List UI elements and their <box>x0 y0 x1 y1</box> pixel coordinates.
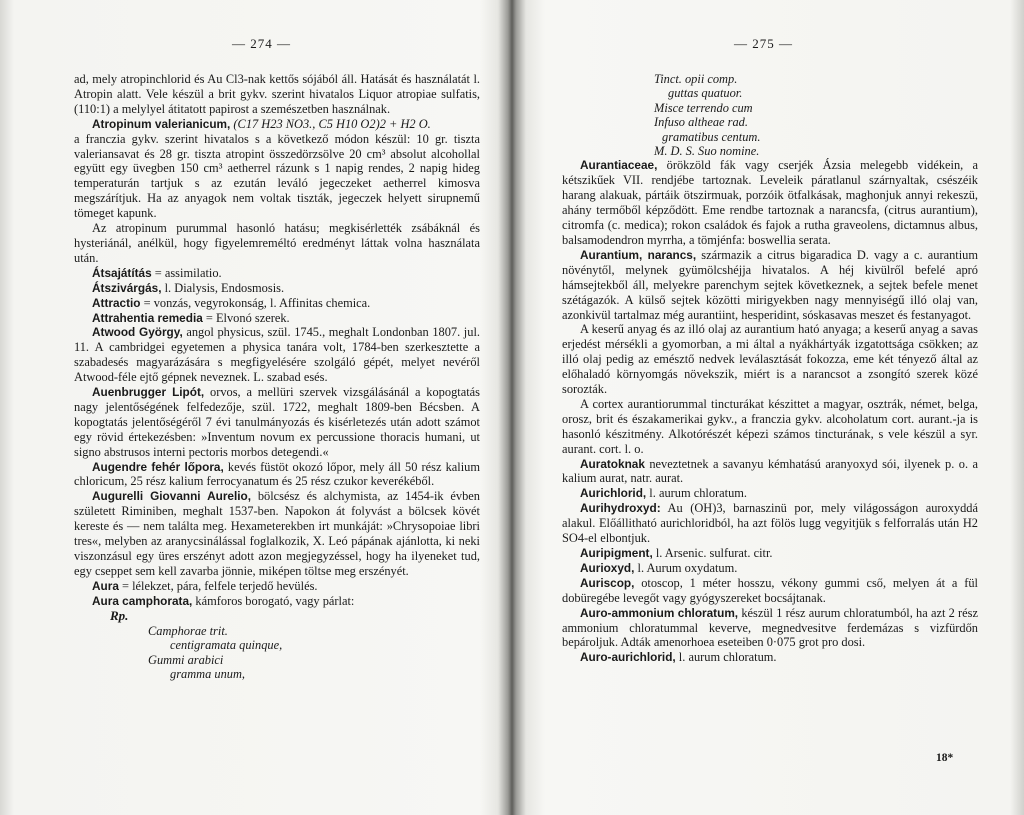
entry-heading: Auripigment, <box>580 546 653 560</box>
page-number: — 274 — <box>232 36 291 51</box>
entry-attrahentia <box>74 311 480 326</box>
rp-label: Rp. <box>110 607 129 623</box>
entry-heading: Aurichlorid, <box>580 486 647 501</box>
entry-text: kevés füstöt okozó lőpor, mely áll 50 rész kalium chloricum, 25 rész kalium ferrocyanatum és 25 rész czukor keverékéből. <box>74 459 480 489</box>
entry-auratoknak <box>562 457 978 487</box>
entry-heading: Augendre fehér lőpora, <box>92 459 224 474</box>
entry-heading: Atwood György, <box>92 325 183 340</box>
left-text-column <box>74 72 480 682</box>
paragraph: a franczia gykv. szerint hivatalos s a következő módon készül: 10 gr. tiszta valeriansavat és 28 gr. tiszta atropint összedörzsölve 20 cm³ absolut alcohollal együtt egy üvegben 150 cm³ aetherrel rázunk s 1 napig rendes, 2 napig hideg temperaturán tartjuk s az ezután leváló jegeczeket aetherrel kimosva megszárítjuk. Ha az anyagok nem voltak tiszták, jegeczek helyett sirupnemű tömeget kapunk. <box>74 131 480 221</box>
entry-atszivargas <box>74 281 480 296</box>
recipe-symbol <box>74 609 480 624</box>
entry-auenbrugger <box>74 385 480 460</box>
paragraph: A keserű anyag és az illó olaj az aurantium ható anyaga; a keserű anyag a savas erjedést mérsékli a gyomorban, a mi által a nyákhártyák izgatottsága csökken; az illó olaj pedig az emésztő nedvek leválasztását fokozza, eme két tényező által az előhaladó környomgás növekszik, miért is a narancsot a zsongító szerek közé sorozták. <box>562 322 978 397</box>
entry-aurihydroxyd <box>562 501 978 546</box>
paragraph: A cortex aurantiorummal tincturákat készittet a magyar, osztrák, német, belga, orosz, brit és északamerikai gykv., a franczia gykv. alcoholatum cort. aurant.-ja is hasonló készitmény. Alkotórészét képezi számos tincturának, s vele készül a syr. aurant. cort. l. o. <box>562 396 978 456</box>
entry-augendre <box>74 460 480 490</box>
recipe-line: gramatibus centum. <box>662 129 761 144</box>
entry-heading: Atropinum valerianicum, <box>92 116 231 131</box>
entry-heading: Aurantium, narancs, <box>580 247 697 262</box>
entry-auriscop <box>562 576 978 606</box>
entry-atsajatitas <box>74 266 480 281</box>
entry-auro-ammonium <box>562 606 978 651</box>
entry-heading: Auratoknak <box>580 456 645 471</box>
entry-text: = vonzás, vegyrokonság, l. Affinitas chemica. <box>140 295 371 310</box>
entry-text: neveztetnek a savanyu kémhatású aranyoxyd sói, ilyenek p. o. a kalium aurat, natr. aurat. <box>562 456 978 486</box>
entry-heading: Auro-aurichlorid, <box>580 650 676 665</box>
entry-text: l. Arsenic. sulfurat. citr. <box>652 546 773 560</box>
entry-text: = lélekzet, pára, felfele terjedő hevülés. <box>118 578 318 593</box>
recipe-line: Infuso altheae rad. <box>654 115 748 130</box>
entry-heading: Attrahentia remedia <box>92 310 203 325</box>
entry-text: készül 1 rész aurum chloratumból, ha azt 2 rész ammonium chloratummal keverve, megnedvesitve ferdemázas s vizfürdőn bepároljuk. Adták amenorhoea eseteiben 0·075 grot pro dosi. <box>562 605 978 650</box>
entry-aurichlorid <box>562 486 978 501</box>
recipe-line: Camphorae trit. <box>148 623 228 638</box>
entry-heading: Aurantiaceae, <box>580 158 658 173</box>
entry-heading: Aura <box>92 578 119 593</box>
entry-heading: Auenbrugger Lipót, <box>92 385 205 400</box>
entry-heading: Aurioxyd, <box>580 560 635 575</box>
entry-text: angol physicus, szül. 1745., meghalt Londonban 1807. jul. 11. A cambridgei egyetemen a physica tanára volt, 1784-ben szerkesztette a szabadesés magyarázására s megfigyelésére szolgáló gépét, melyet nevéről Atwood-féle ejtő gépnek neveznek. L. szabad esés. <box>74 325 480 385</box>
entry-heading: Átszivárgás, <box>92 280 162 295</box>
printer-signature-mark: 18* <box>936 752 954 764</box>
recipe-line: M. D. S. Suo nomine. <box>654 144 760 159</box>
entry-text: származik a citrus bigaradica D. vagy a c. aurantium növénytől, melynek gyümölcshéjja hivatalos. A héj kivülről befelé apró hámsejtekből áll, melyekre parenchym sejtek következnek, a sejtek befele menet szétágazók. A külső sejtek közötti mirigyekben nagy mennyiségű illó olaj van, azonkivül tartalmaz még aurantiint, hesperidint, sóskasavas meszet és festanyagot. <box>562 247 978 322</box>
right-page <box>512 0 1024 815</box>
entry-heading: Aura camphorata, <box>92 593 193 608</box>
entry-text: bölcsész és alchymista, az 1454-ik évben született Riminiben, meghalt 1537-ben. Napokon át folyvást a bölcsek kövét kereste és — nem találta meg. Hexameterekben irt munkáját: »Chrysopoiae libri tres«, melyben az aranycsinálással foglalkozik, X. Leó pápának ajánlotta, ki neki viszonzásul egy üres erszényt adott azon megjegyzéssel, hogy ha ilyeneket tud, egy cseppet sem kell zavarba jönnie, miképen töltse meg erszényét. <box>74 489 480 578</box>
entry-atwood <box>74 325 480 385</box>
entry-attractio <box>74 296 480 311</box>
entry-text: örökzöld fák vagy cserjék Ázsia melegebb vidékein, a kétszikűek VII. rendjébe tartoznak. Leveleik páratlanul szárnyaltak, csészéik harang alakuak, pártáik ötszirmuak, porzóik ötfalkásak, maghonjuk annyi rekeszü, ahány termőből képződött. Eme rendbe tartoznak a narancsfa, (citrus aurantium), citromfa (c. medica); rokon családok és fajok a rutha graveolens, dictamnus albus, balsamodendron myrrha, a tömjénfa: boswellia serata. <box>562 158 978 247</box>
entry-text: l. Dialysis, Endosmosis. <box>161 280 285 295</box>
entry-augurelli <box>74 489 480 578</box>
chemical-formula: (C17 H23 NO3., C5 H10 O2)2 + H2 O. <box>230 116 431 131</box>
entry-atropinum-valerianicum <box>74 117 480 132</box>
entry-aurantium <box>562 248 978 323</box>
entry-text: = assimilatio. <box>151 265 222 280</box>
entry-text: kámforos borogató, vagy párlat: <box>192 593 355 608</box>
paragraph: ad, mely atropinchlorid és Au Cl3-nak kettős sójából áll. Hatását és használatát l. Atropin alatt. Vele készül a brit gykv. szerint hivatalos Liquor atropiae sulfatis, (110:1) a melylyel átitatott papirost a szemészetben használnak. <box>74 72 480 116</box>
entry-text: = Elvonó szerek. <box>202 310 290 325</box>
entry-heading: Attractio <box>92 295 141 310</box>
entry-aura <box>74 579 480 594</box>
recipe-line: centigramata quinque, <box>170 638 283 653</box>
recipe-line: Gummi arabici <box>148 652 224 667</box>
entry-heading: Átsajátítás <box>92 265 152 280</box>
entry-text: l. Aurum oxydatum. <box>634 560 738 575</box>
entry-heading: Aurihydroxyd: <box>580 501 661 516</box>
entry-auripigment <box>562 546 978 561</box>
recipe-line: Misce terrendo cum <box>654 100 753 115</box>
page-number: — 275 — <box>734 36 793 51</box>
recipe-line: Tinct. opii comp. <box>654 72 738 86</box>
entry-text: l. aurum chloratum. <box>646 486 748 501</box>
recipe-line: guttas quatuor. <box>668 86 743 101</box>
entry-auro-aurichlorid <box>562 650 978 665</box>
entry-heading: Auro-ammonium chloratum, <box>580 605 739 620</box>
entry-aurantiaceae <box>562 158 978 247</box>
entry-text: otoscop, 1 méter hosszu, vékony gummi cső, melyen át a fül dobüregébe levegőt vagy gyógyszereket bocsájtanak. <box>562 575 978 605</box>
entry-aura-camphorata <box>74 594 480 609</box>
entry-heading: Auriscop, <box>580 575 635 590</box>
entry-text: l. aurum chloratum. <box>675 650 777 665</box>
entry-text: orvos, a mellüri szervek vizsgálásánál a kopogtatás nagy jelentőségének felfedezője, szül. 1722, meghalt 1809-ben Bécsben. A kopogtatás jelentőségéről 7 évi tanulmányozás és kisérletezés után adott számot egy rövid értekezésben: »Inventum novum ex percussione thoracis humani, ut signo abstrusos interni pectoris morbos detegendi.« <box>74 385 480 459</box>
right-text-column <box>562 72 978 665</box>
entry-heading: Augurelli Giovanni Aurelio, <box>92 489 252 504</box>
entry-text: Au (OH)3, barnaszinü por, mely világosságon auroxyddá alakul. Előállitható aurichloridból, ha azt fölös lugg vegyitjük s felforralás után H2 SO4-el elbontjuk. <box>562 501 978 546</box>
recipe-line: gramma unum, <box>170 667 246 682</box>
paragraph: Az atropinum purummal hasonló hatásu; megkisérlették zsábáknál és hysteriánál, anélkül, hogy figyelemreméltó eredményt láttak volna használata után. <box>74 221 480 265</box>
entry-aurioxyd <box>562 561 978 576</box>
